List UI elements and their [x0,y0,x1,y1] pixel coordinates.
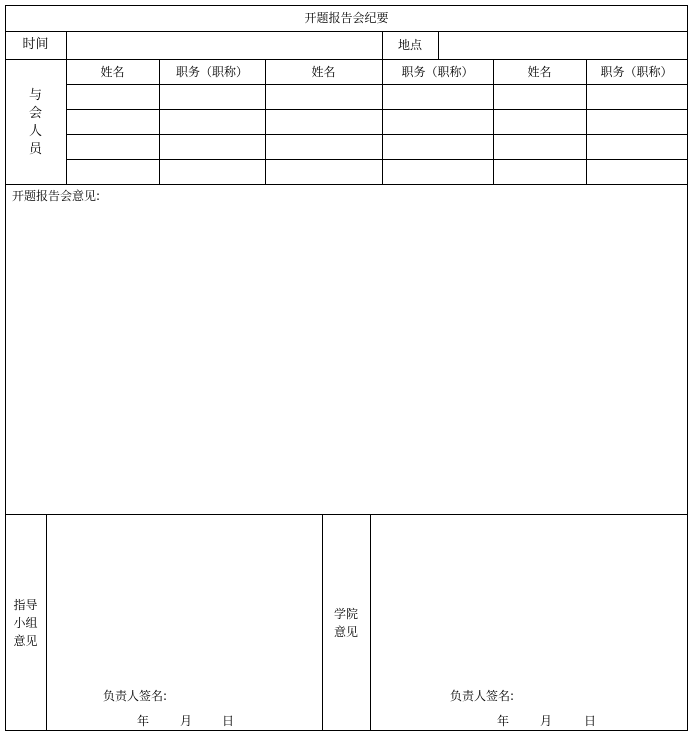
guidance-date-year: 年 [137,714,150,728]
guidance-label-line: 小组 [13,616,38,630]
attendee-name-cell[interactable] [494,160,586,184]
attendee-position-cell[interactable] [587,110,687,134]
header-position: 职务（职称） [600,65,673,79]
header-name: 姓名 [311,65,336,79]
attendee-name-cell[interactable] [266,85,382,109]
attendee-position-cell[interactable] [160,160,265,184]
divider-attendees [5,184,688,185]
header-position: 职务（职称） [401,65,474,79]
place-value-field[interactable] [439,32,687,59]
time-value-field[interactable] [67,32,382,59]
border-bottom [5,730,688,731]
guidance-date-day: 日 [222,714,235,728]
header-name: 姓名 [100,65,125,79]
attendee-position-cell[interactable] [383,160,493,184]
attendee-name-cell[interactable] [67,110,159,134]
attendee-name-cell[interactable] [67,135,159,159]
guidance-opinion-area[interactable] [47,515,322,685]
attendee-position-cell[interactable] [383,110,493,134]
attendees-label-char: 会 [28,106,42,121]
guidance-date-month: 月 [180,714,193,728]
attendee-position-cell[interactable] [587,160,687,184]
attendee-name-cell[interactable] [266,135,382,159]
header-name: 姓名 [527,65,552,79]
attendee-position-cell[interactable] [383,135,493,159]
place-label: 地点 [397,38,422,52]
guidance-signature-label: 负责人签名: [103,689,168,703]
meeting-minutes-form [5,5,688,731]
attendee-position-cell[interactable] [160,135,265,159]
attendees-label-char: 员 [28,142,42,157]
border-right [687,5,688,731]
attendee-name-cell[interactable] [266,160,382,184]
college-label-line: 学院 [333,607,358,621]
college-label-line: 意见 [333,625,358,639]
attendees-label [5,87,66,159]
college-date-year: 年 [497,714,510,728]
college-opinion-area[interactable] [371,515,687,685]
attendee-name-cell[interactable] [494,135,586,159]
attendee-position-cell[interactable] [160,85,265,109]
attendee-position-cell[interactable] [587,85,687,109]
guidance-label-line: 意见 [13,634,38,648]
attendee-name-cell[interactable] [494,110,586,134]
opinion-text-area[interactable] [11,205,681,510]
opinion-label: 开题报告会意见: [12,189,101,203]
college-label [322,605,370,641]
attendee-position-cell[interactable] [160,110,265,134]
attendee-name-cell[interactable] [67,85,159,109]
border-top [5,5,688,6]
attendees-label-char: 与 [28,88,42,103]
attendee-name-cell[interactable] [494,85,586,109]
attendee-name-cell[interactable] [266,110,382,134]
form-title: 开题报告会纪要 [304,11,389,25]
time-label: 时间 [22,37,49,52]
attendee-position-cell[interactable] [383,85,493,109]
college-date-day: 日 [584,714,597,728]
header-position: 职务（职称） [175,65,248,79]
attendee-name-cell[interactable] [67,160,159,184]
attendees-label-char: 人 [28,124,42,139]
college-date-month: 月 [540,714,553,728]
college-signature-label: 负责人签名: [450,689,515,703]
attendee-position-cell[interactable] [587,135,687,159]
guidance-label-line: 指导 [13,598,38,612]
guidance-label [5,596,46,650]
